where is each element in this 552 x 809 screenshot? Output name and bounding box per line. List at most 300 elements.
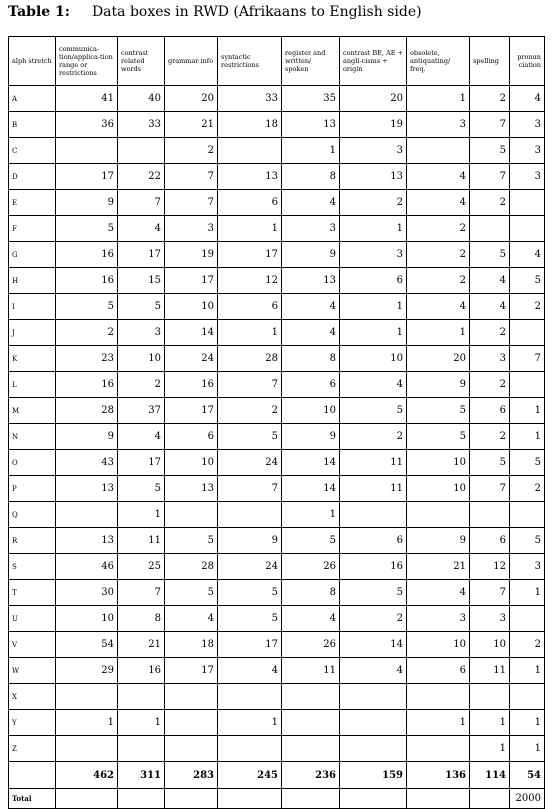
sum-cell: 245 — [218, 762, 282, 789]
row-label: X — [9, 684, 56, 710]
data-cell: 2 — [56, 320, 118, 346]
table-row — [9, 398, 545, 424]
data-cell: 1 — [510, 710, 545, 736]
data-cell: 14 — [282, 476, 340, 502]
data-cell: 6 — [340, 528, 407, 554]
data-cell: 4 — [510, 242, 545, 268]
row-label: P — [9, 476, 56, 502]
data-cell — [118, 138, 165, 164]
sum-cell: 462 — [56, 762, 118, 789]
table-row — [9, 450, 545, 476]
data-cell — [56, 138, 118, 164]
data-cell: 4 — [218, 658, 282, 684]
row-label: Z — [9, 736, 56, 762]
data-cell: 4 — [282, 606, 340, 632]
data-cell: 3 — [165, 216, 218, 242]
data-cell: 2 — [407, 268, 470, 294]
data-cell — [56, 502, 118, 528]
row-label: R — [9, 528, 56, 554]
caption-title: Data boxes in RWD (Afrikaans to English side) — [91, 4, 422, 20]
data-cell: 10 — [56, 606, 118, 632]
data-cell: 4 — [340, 372, 407, 398]
data-cell: 7 — [118, 190, 165, 216]
data-cell: 10 — [340, 346, 407, 372]
data-cell — [56, 736, 118, 762]
data-cell: 2 — [165, 138, 218, 164]
row-label: G — [9, 242, 56, 268]
data-cell — [165, 736, 218, 762]
data-cell: 16 — [165, 372, 218, 398]
data-cell: 5 — [340, 398, 407, 424]
data-cell: 26 — [282, 554, 340, 580]
table-row — [9, 242, 545, 268]
data-cell: 28 — [165, 554, 218, 580]
data-cell: 11 — [282, 658, 340, 684]
data-cell: 46 — [56, 554, 118, 580]
sum-cell: 283 — [165, 762, 218, 789]
row-label: S — [9, 554, 56, 580]
data-cell: 12 — [218, 268, 282, 294]
column-header: contrast related words — [118, 37, 165, 86]
data-cell: 13 — [56, 528, 118, 554]
data-cell: 10 — [407, 450, 470, 476]
data-cell: 2 — [470, 320, 510, 346]
data-cell — [282, 736, 340, 762]
data-cell: 10 — [407, 632, 470, 658]
row-label: V — [9, 632, 56, 658]
data-cell: 1 — [470, 710, 510, 736]
data-cell: 10 — [165, 450, 218, 476]
data-cell: 2 — [470, 190, 510, 216]
data-cell: 3 — [470, 346, 510, 372]
data-cell: 4 — [118, 424, 165, 450]
data-cell: 24 — [218, 554, 282, 580]
data-cell: 5 — [510, 268, 545, 294]
sum-cell: 311 — [118, 762, 165, 789]
table-row — [9, 320, 545, 346]
data-cell: 5 — [118, 294, 165, 320]
data-cell: 6 — [470, 528, 510, 554]
row-label: E — [9, 190, 56, 216]
data-cell: 1 — [407, 320, 470, 346]
data-cell: 4 — [165, 606, 218, 632]
data-cell: 11 — [340, 450, 407, 476]
data-table — [8, 36, 545, 809]
data-cell: 13 — [218, 164, 282, 190]
data-cell: 6 — [218, 190, 282, 216]
table-row — [9, 502, 545, 528]
data-cell: 10 — [407, 476, 470, 502]
data-cell: 20 — [340, 86, 407, 112]
data-cell: 35 — [282, 86, 340, 112]
sum-cell: 159 — [340, 762, 407, 789]
data-cell: 2 — [340, 190, 407, 216]
data-cell: 17 — [118, 242, 165, 268]
data-cell — [118, 684, 165, 710]
data-cell: 5 — [510, 450, 545, 476]
data-cell: 10 — [118, 346, 165, 372]
data-cell — [218, 502, 282, 528]
data-cell: 19 — [165, 242, 218, 268]
header-row — [9, 37, 545, 86]
data-cell: 13 — [340, 164, 407, 190]
data-cell: 5 — [218, 424, 282, 450]
data-cell: 7 — [165, 164, 218, 190]
data-cell: 20 — [407, 346, 470, 372]
data-cell — [165, 684, 218, 710]
row-label: F — [9, 216, 56, 242]
data-cell: 3 — [407, 112, 470, 138]
table-row — [9, 528, 545, 554]
data-cell — [218, 138, 282, 164]
data-cell: 4 — [407, 294, 470, 320]
data-cell: 2 — [470, 86, 510, 112]
data-cell: 1 — [407, 86, 470, 112]
column-header: grammar info — [165, 37, 218, 86]
data-cell: 4 — [282, 320, 340, 346]
table-row — [9, 632, 545, 658]
column-header: communica-tion/applica-tion range or restrictions — [56, 37, 118, 86]
data-cell: 6 — [340, 268, 407, 294]
data-cell: 21 — [165, 112, 218, 138]
data-cell: 8 — [282, 164, 340, 190]
data-cell: 7 — [165, 190, 218, 216]
table-row — [9, 86, 545, 112]
column-header: pronun ciation — [510, 37, 545, 86]
data-cell: 33 — [118, 112, 165, 138]
table-row — [9, 580, 545, 606]
data-cell — [510, 502, 545, 528]
data-cell: 7 — [470, 580, 510, 606]
table-row — [9, 138, 545, 164]
data-cell: 1 — [218, 216, 282, 242]
data-cell: 5 — [165, 528, 218, 554]
data-cell: 1 — [510, 580, 545, 606]
data-cell: 3 — [340, 138, 407, 164]
data-cell: 3 — [340, 242, 407, 268]
data-cell: 5 — [470, 242, 510, 268]
data-cell: 2 — [510, 294, 545, 320]
data-cell: 1 — [118, 502, 165, 528]
row-label: I — [9, 294, 56, 320]
data-cell: 20 — [165, 86, 218, 112]
row-label: H — [9, 268, 56, 294]
column-header: contrast BE, AE + angli-cisms + origin — [340, 37, 407, 86]
table-body — [9, 86, 545, 762]
table-row — [9, 606, 545, 632]
row-label: D — [9, 164, 56, 190]
data-cell: 5 — [56, 216, 118, 242]
data-cell: 13 — [165, 476, 218, 502]
data-cell: 13 — [56, 476, 118, 502]
total-value: 2000 — [510, 789, 545, 809]
data-cell: 5 — [470, 138, 510, 164]
row-label: T — [9, 580, 56, 606]
data-cell — [470, 216, 510, 242]
data-cell: 9 — [407, 528, 470, 554]
data-cell: 16 — [56, 372, 118, 398]
data-cell: 10 — [165, 294, 218, 320]
row-label: A — [9, 86, 56, 112]
data-cell: 1 — [470, 736, 510, 762]
data-cell: 1 — [218, 320, 282, 346]
data-cell: 28 — [56, 398, 118, 424]
data-cell: 1 — [218, 710, 282, 736]
row-label: L — [9, 372, 56, 398]
data-cell: 1 — [340, 320, 407, 346]
data-cell — [218, 684, 282, 710]
data-cell: 1 — [282, 138, 340, 164]
data-cell: 3 — [510, 138, 545, 164]
data-cell: 1 — [510, 424, 545, 450]
data-cell — [282, 684, 340, 710]
data-cell — [340, 710, 407, 736]
data-cell: 5 — [510, 528, 545, 554]
data-cell: 1 — [510, 736, 545, 762]
data-cell: 6 — [218, 294, 282, 320]
column-header: alph stretch — [9, 37, 56, 86]
data-cell: 7 — [118, 580, 165, 606]
data-cell: 1 — [340, 216, 407, 242]
data-cell — [340, 736, 407, 762]
data-cell: 1 — [407, 710, 470, 736]
row-label: B — [9, 112, 56, 138]
data-cell: 3 — [118, 320, 165, 346]
data-cell — [470, 502, 510, 528]
data-cell: 5 — [218, 606, 282, 632]
data-cell: 10 — [282, 398, 340, 424]
table-row — [9, 684, 545, 710]
data-cell: 4 — [118, 216, 165, 242]
sum-cell: 114 — [470, 762, 510, 789]
data-cell: 6 — [407, 658, 470, 684]
data-cell: 16 — [56, 268, 118, 294]
table-row — [9, 736, 545, 762]
data-cell: 18 — [165, 632, 218, 658]
data-cell: 1 — [118, 710, 165, 736]
column-header: syntactic restrictions — [218, 37, 282, 86]
data-cell: 21 — [407, 554, 470, 580]
column-header: obsolete, antiquating/ freq. — [407, 37, 470, 86]
table-row — [9, 294, 545, 320]
data-cell: 1 — [282, 502, 340, 528]
data-cell: 5 — [407, 398, 470, 424]
data-cell: 4 — [340, 658, 407, 684]
data-cell — [510, 216, 545, 242]
data-cell: 2 — [218, 398, 282, 424]
data-cell: 33 — [218, 86, 282, 112]
data-cell: 5 — [282, 528, 340, 554]
data-cell: 5 — [470, 450, 510, 476]
table-row — [9, 112, 545, 138]
data-cell: 7 — [470, 476, 510, 502]
data-cell: 40 — [118, 86, 165, 112]
data-cell: 3 — [510, 112, 545, 138]
table-row — [9, 190, 545, 216]
data-cell: 4 — [470, 268, 510, 294]
data-cell: 11 — [470, 658, 510, 684]
data-cell: 13 — [282, 268, 340, 294]
data-cell: 26 — [282, 632, 340, 658]
caption-label: Table 1: — [8, 4, 70, 20]
table-row — [9, 658, 545, 684]
sum-cell: 136 — [407, 762, 470, 789]
data-cell: 9 — [282, 242, 340, 268]
data-cell — [407, 684, 470, 710]
table-row — [9, 346, 545, 372]
data-cell: 41 — [56, 86, 118, 112]
table-row — [9, 476, 545, 502]
data-cell — [510, 372, 545, 398]
data-cell: 4 — [407, 580, 470, 606]
data-cell: 8 — [118, 606, 165, 632]
data-cell: 5 — [165, 580, 218, 606]
data-cell: 9 — [407, 372, 470, 398]
data-cell: 4 — [282, 294, 340, 320]
data-cell — [510, 320, 545, 346]
data-cell: 30 — [56, 580, 118, 606]
data-cell: 2 — [118, 372, 165, 398]
sum-cell: 236 — [282, 762, 340, 789]
row-label: U — [9, 606, 56, 632]
data-cell: 5 — [407, 424, 470, 450]
data-cell: 16 — [56, 242, 118, 268]
row-label: W — [9, 658, 56, 684]
data-cell: 2 — [470, 372, 510, 398]
data-cell — [118, 736, 165, 762]
data-cell — [510, 606, 545, 632]
data-cell: 1 — [510, 398, 545, 424]
data-cell — [56, 684, 118, 710]
data-cell: 28 — [218, 346, 282, 372]
table-row — [9, 164, 545, 190]
sum-cell: 54 — [510, 762, 545, 789]
data-cell: 7 — [218, 372, 282, 398]
column-header: spelling — [470, 37, 510, 86]
data-cell — [470, 684, 510, 710]
data-cell: 17 — [118, 450, 165, 476]
data-cell: 17 — [218, 632, 282, 658]
data-cell: 17 — [165, 268, 218, 294]
table-row — [9, 710, 545, 736]
data-cell: 17 — [218, 242, 282, 268]
data-cell: 17 — [56, 164, 118, 190]
data-cell: 9 — [282, 424, 340, 450]
data-cell: 13 — [282, 112, 340, 138]
data-cell: 25 — [118, 554, 165, 580]
data-cell: 16 — [340, 554, 407, 580]
data-cell: 43 — [56, 450, 118, 476]
data-cell: 8 — [282, 346, 340, 372]
data-cell: 37 — [118, 398, 165, 424]
total-row — [9, 789, 545, 809]
data-cell: 18 — [218, 112, 282, 138]
data-cell: 4 — [510, 86, 545, 112]
data-cell: 7 — [510, 346, 545, 372]
table-row — [9, 554, 545, 580]
data-cell — [510, 684, 545, 710]
table-row — [9, 372, 545, 398]
data-cell: 5 — [340, 580, 407, 606]
row-label: J — [9, 320, 56, 346]
data-cell: 7 — [218, 476, 282, 502]
data-cell — [407, 736, 470, 762]
total-label: Total — [9, 789, 56, 809]
data-cell: 23 — [56, 346, 118, 372]
data-cell — [165, 710, 218, 736]
table-row — [9, 216, 545, 242]
row-label: Q — [9, 502, 56, 528]
data-cell: 9 — [56, 190, 118, 216]
table-caption — [8, 4, 422, 20]
data-cell — [282, 710, 340, 736]
data-cell — [218, 736, 282, 762]
data-cell: 4 — [470, 294, 510, 320]
data-cell: 2 — [407, 242, 470, 268]
data-cell: 17 — [165, 398, 218, 424]
data-cell: 22 — [118, 164, 165, 190]
column-sums-row — [9, 762, 545, 789]
row-label: Y — [9, 710, 56, 736]
row-label: O — [9, 450, 56, 476]
data-cell: 9 — [218, 528, 282, 554]
data-cell: 3 — [510, 554, 545, 580]
row-label: N — [9, 424, 56, 450]
data-cell: 11 — [118, 528, 165, 554]
data-cell: 3 — [407, 606, 470, 632]
data-cell: 2 — [510, 632, 545, 658]
data-cell: 14 — [165, 320, 218, 346]
data-cell: 14 — [340, 632, 407, 658]
data-cell — [510, 190, 545, 216]
row-label: C — [9, 138, 56, 164]
data-cell: 1 — [56, 710, 118, 736]
data-cell: 4 — [282, 190, 340, 216]
data-cell: 7 — [470, 112, 510, 138]
data-cell — [165, 502, 218, 528]
column-header: register and written/ spoken — [282, 37, 340, 86]
data-cell: 14 — [282, 450, 340, 476]
data-cell: 8 — [282, 580, 340, 606]
table-row — [9, 268, 545, 294]
table-row — [9, 424, 545, 450]
data-cell: 2 — [510, 476, 545, 502]
data-cell: 10 — [470, 632, 510, 658]
data-cell: 6 — [282, 372, 340, 398]
row-label: K — [9, 346, 56, 372]
data-cell: 36 — [56, 112, 118, 138]
data-cell: 5 — [56, 294, 118, 320]
sum-label-cell — [9, 762, 56, 789]
data-cell — [340, 684, 407, 710]
data-cell: 21 — [118, 632, 165, 658]
data-cell: 6 — [165, 424, 218, 450]
data-cell: 3 — [510, 164, 545, 190]
data-cell: 4 — [407, 164, 470, 190]
data-cell: 24 — [165, 346, 218, 372]
data-cell: 2 — [340, 606, 407, 632]
data-cell: 29 — [56, 658, 118, 684]
data-cell: 3 — [470, 606, 510, 632]
data-cell: 2 — [407, 216, 470, 242]
data-cell — [340, 502, 407, 528]
data-cell: 1 — [510, 658, 545, 684]
row-label: M — [9, 398, 56, 424]
data-cell: 7 — [470, 164, 510, 190]
data-cell: 9 — [56, 424, 118, 450]
data-cell: 4 — [407, 190, 470, 216]
data-cell: 2 — [340, 424, 407, 450]
